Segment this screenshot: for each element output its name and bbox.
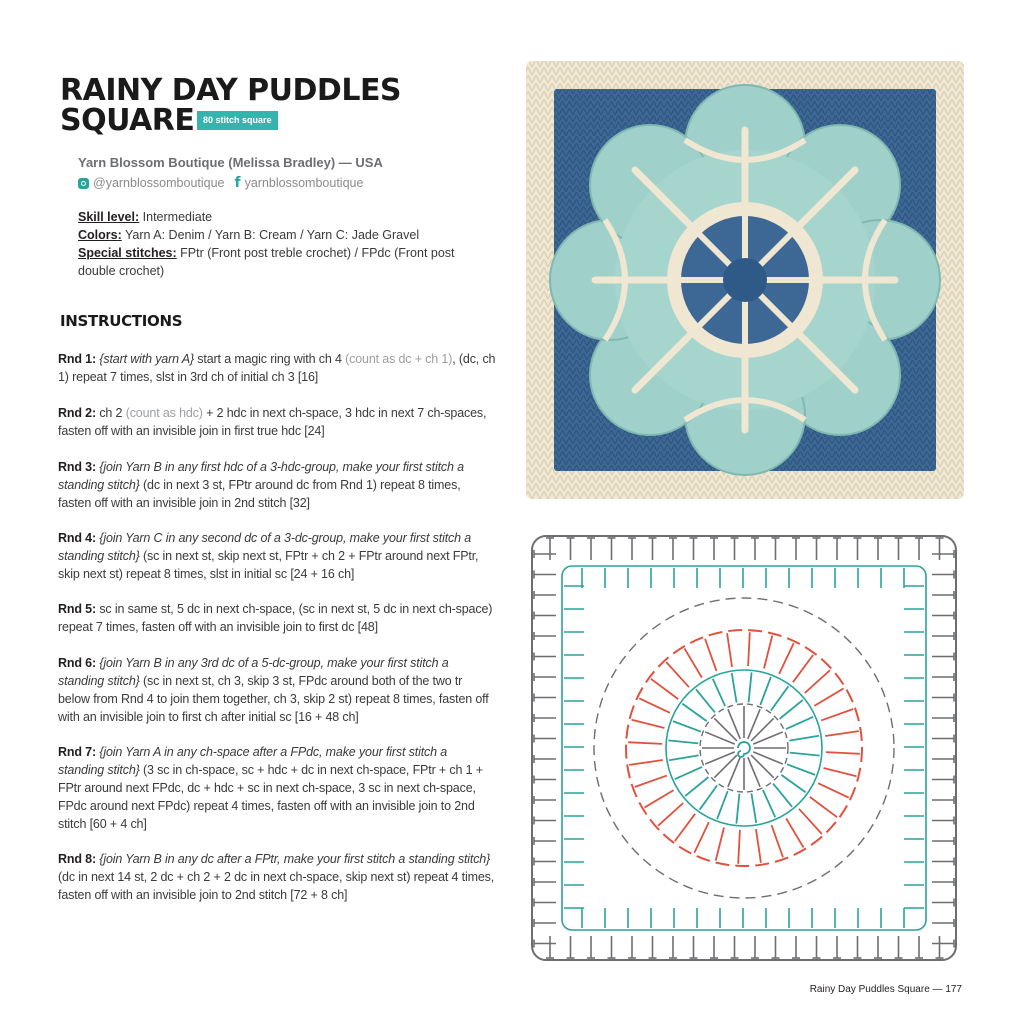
round-7: [58, 743, 496, 833]
round-note: (count as hdc): [125, 406, 203, 420]
round-label: Rnd 2:: [58, 406, 96, 420]
red-stitch-symbol: [632, 720, 665, 728]
red-stitch-symbol: [658, 803, 683, 826]
hdc-symbol: [749, 672, 752, 702]
square-photo: [524, 59, 966, 501]
skill-label: Skill level:: [78, 210, 140, 224]
round-1: [58, 350, 496, 386]
red-stitch-symbol: [756, 829, 761, 863]
hdc-symbol: [696, 689, 715, 712]
hdc-symbol: [751, 793, 756, 823]
red-stitch-symbol: [793, 655, 813, 682]
red-stitch-symbol: [666, 662, 689, 687]
hdc-symbol: [760, 677, 771, 705]
red-stitch-symbol: [799, 809, 822, 834]
designer-credit: Yarn Blossom Boutique (Melissa Bradley) — USA: [78, 155, 383, 170]
red-stitch-symbol: [814, 688, 843, 705]
outer-dc-stitches: [534, 538, 954, 958]
hdc-symbol: [685, 777, 708, 796]
instructions-heading: INSTRUCTIONS: [60, 312, 183, 330]
red-stitch-symbol: [825, 731, 859, 736]
round-8: [58, 850, 496, 904]
teal-stitches: [564, 568, 924, 928]
motif: [550, 85, 940, 475]
red-stitch-symbol: [805, 670, 830, 693]
instagram-handle[interactable]: @yarnblossomboutique: [93, 176, 225, 190]
round-4: [58, 529, 496, 583]
hdc-symbol: [673, 721, 701, 732]
facebook-handle[interactable]: yarnblossomboutique: [244, 176, 364, 190]
chart-teal-round: [562, 566, 926, 930]
hdc-symbol: [713, 679, 725, 706]
red-stitch-symbol: [764, 636, 772, 669]
hdc-symbol: [736, 794, 739, 824]
page-footer: Rainy Day Puddles Square — 177: [809, 984, 962, 995]
red-stitch-symbol: [628, 742, 662, 744]
red-stitch-symbol: [705, 639, 716, 671]
round-text: (sc in next st, skip next st, FPtr + ch 2 + FPtr around next FPtr, skip next st) repeat 8 times, slst in initial sc [24 + 16 ch]: [58, 549, 479, 581]
red-stitch-symbol: [786, 818, 803, 847]
hdc-symbol: [789, 736, 819, 741]
instagram-icon: [78, 178, 89, 189]
hdc-symbol: [790, 753, 820, 756]
round-italic: {join Yarn C in any second dc of a 3-dc-group, make your first stitch a standing stitch}: [58, 531, 472, 563]
red-stitch-symbol: [824, 768, 857, 776]
red-stitch-symbol: [738, 830, 740, 864]
hdc-symbol: [668, 740, 698, 743]
red-stitch-symbol: [635, 776, 667, 787]
round-label: Rnd 6:: [58, 656, 96, 670]
red-stitch-symbol: [675, 814, 695, 841]
hdc-symbol: [786, 717, 813, 729]
skill-row: [78, 208, 488, 226]
hdc-symbol: [771, 686, 789, 710]
red-stitch-symbol: [748, 632, 750, 666]
chart-center: [594, 598, 894, 898]
round-italic: {join Yarn B in any dc after a FPtr, make your first stitch a standing stitch}: [99, 852, 491, 866]
round-text: (dc in next 14 st, 2 dc + ch 2 + 2 dc in next ch-space, skip next st) repeat 4 times, fasten off with an invisible join to 2nd stitch [72 + 8 ch]: [58, 870, 495, 902]
red-stitch-symbol: [644, 790, 673, 807]
round-label: Rnd 5:: [58, 602, 96, 616]
round-text: (dc in next 3 st, FPtr around dc from Rnd 1) repeat 8 times, fasten off with an invisible join in 2nd stitch [32]: [58, 478, 461, 510]
round-text: (sc in next st, ch 3, skip 3 st, FPdc around both of the two tr below from Rnd 4 to join them together, ch 3, skip 2 st) repeat 8 times, fasten off with an invisible join to first ch after initial sc [16 + 48 ch]: [58, 674, 489, 724]
round-6: [58, 654, 496, 726]
red-stitch-symbol: [826, 752, 860, 754]
hdc-symbol: [682, 704, 706, 722]
red-stitch-symbol: [639, 698, 670, 713]
round-text-2: + 2 hdc in next ch-space, 3 hdc in next 7 ch-spaces, fasten off with an invisible join in first true hdc [24]: [58, 406, 487, 438]
hdc-symbol: [780, 700, 803, 719]
red-stitch-symbol: [684, 648, 701, 677]
hdc-symbol: [717, 791, 728, 819]
round-label: Rnd 7:: [58, 745, 96, 759]
round-text: ch 2: [96, 406, 126, 420]
special-value: FPtr (Front post treble crochet) / FPdc (Front post double crochet): [78, 246, 455, 278]
special-label: Special stitches:: [78, 246, 177, 260]
round-text: sc in same st, 5 dc in next ch-space, (sc in next st, 5 dc in next ch-space) repeat 7 times, fasten off with an invisible join to first dc [48]: [58, 602, 493, 634]
social-links: [78, 175, 363, 191]
round-italic: {join Yarn B in any first hdc of a 3-hdc-group, make your first stitch a standing stitch}: [58, 460, 464, 492]
round-label: Rnd 3:: [58, 460, 96, 474]
stitch-count-badge: 80 stitch square: [197, 111, 278, 130]
red-stitch-symbol: [821, 709, 853, 720]
red-stitch-symbol: [810, 797, 837, 817]
red-stitch-symbol: [716, 828, 724, 861]
hdc-symbol: [669, 755, 699, 760]
red-stitch-symbol: [727, 633, 732, 667]
round-italic: {start with yarn A}: [99, 352, 194, 366]
special-row: [78, 244, 488, 280]
round-text-2: , (dc, ch 1) repeat 7 times, slst in 3rd ch of initial ch 3 [16]: [58, 352, 496, 384]
chart-outer-round: [532, 536, 956, 960]
round-5: [58, 600, 496, 636]
red-stitch-symbol: [779, 643, 794, 674]
round-text: start a magic ring with ch 4: [193, 352, 346, 366]
hdc-symbol: [732, 673, 737, 703]
round-italic: {join Yarn B in any 3rd dc of a 5-dc-group, make your first stitch a standing stitch}: [58, 656, 449, 688]
round-italic: {join Yarn A in any ch-space after a FPdc, make your first stitch a standing stitch}: [58, 745, 448, 777]
round-3: [58, 458, 496, 512]
round-label: Rnd 8:: [58, 852, 96, 866]
colors-label: Colors:: [78, 228, 122, 242]
stitch-chart: [526, 530, 962, 966]
red-stitch-symbol: [818, 783, 849, 798]
title-line-2: SQUARE: [60, 103, 195, 138]
hdc-symbol: [773, 784, 792, 807]
red-stitch-symbol: [629, 760, 663, 765]
round-label: Rnd 1:: [58, 352, 96, 366]
round-text: (3 sc in ch-space, sc + hdc + dc in next ch-space, FPtr + ch 1 + FPtr around next FPdc, dc + hdc + sc in next ch-space, 3 sc in next ch-space, FPdc around next FPdc) repeat 4 times, fasten off with an invisible join to 2nd stitch [60 + 4 ch]: [58, 763, 483, 831]
round-label: Rnd 4:: [58, 531, 96, 545]
hdc-symbol: [787, 764, 815, 775]
red-stitch-symbol: [694, 822, 709, 853]
pattern-meta: [78, 208, 488, 280]
facebook-icon: f: [234, 175, 241, 191]
skill-value: Intermediate: [142, 210, 213, 224]
hdc-symbol: [763, 790, 775, 817]
colors-row: [78, 226, 488, 244]
round-2: [58, 404, 496, 440]
red-stitch-symbol: [772, 825, 783, 857]
hdc-symbol: [700, 785, 718, 809]
round-note: (count as dc + ch 1): [345, 352, 453, 366]
magic-ring-symbol: [738, 742, 750, 757]
hdc-symbol: [781, 775, 805, 793]
hdc-symbol: [675, 767, 702, 779]
title-line-1: RAINY DAY PUDDLES: [60, 73, 402, 108]
red-stitch-symbol: [651, 679, 678, 699]
colors-value: Yarn A: Denim / Yarn B: Cream / Yarn C: Jade Gravel: [125, 228, 420, 242]
